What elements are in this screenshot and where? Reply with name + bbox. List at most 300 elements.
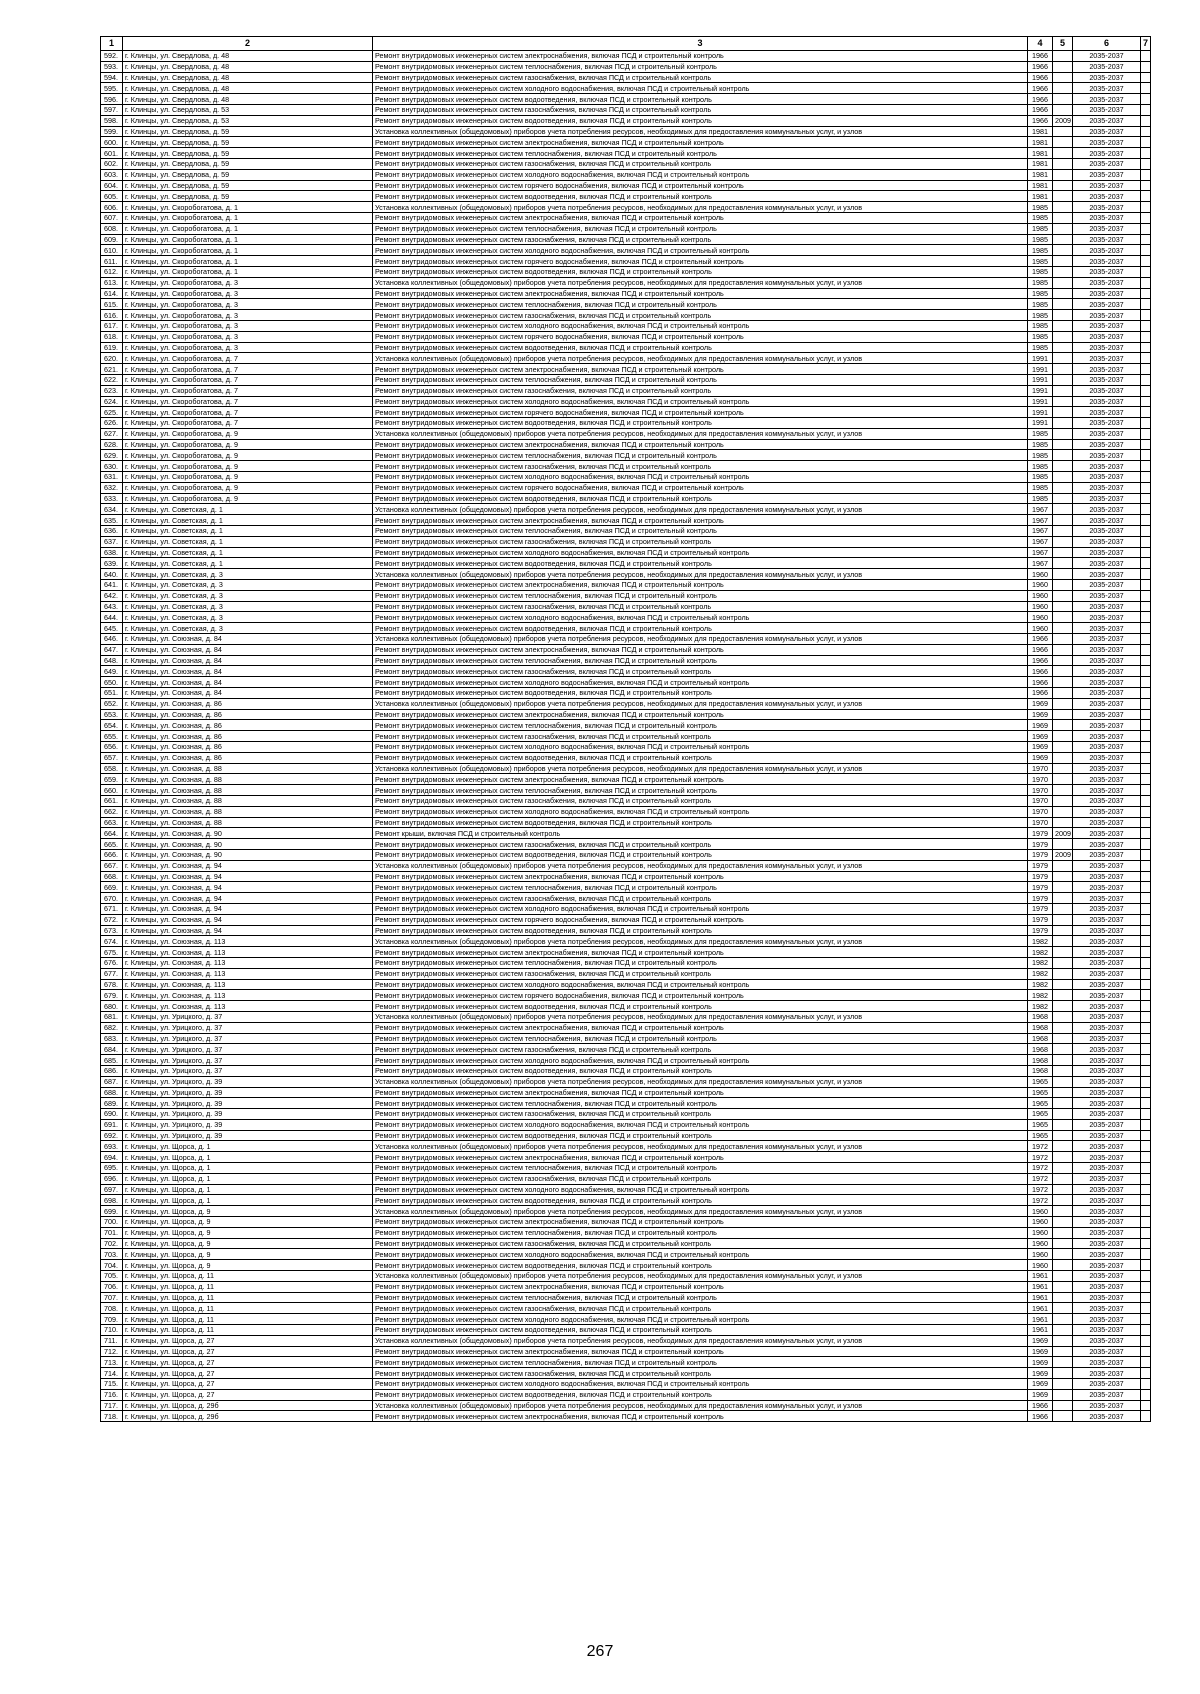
work-type: Ремонт внутридомовых инженерных систем газоснабжения, включая ПСД и строительный контроль [373, 1044, 1028, 1055]
work-type: Ремонт внутридомовых инженерных систем газоснабжения, включая ПСД и строительный контроль [373, 968, 1028, 979]
row-number: 599. [101, 126, 123, 137]
planned-period: 2035-2037 [1073, 903, 1141, 914]
work-type: Ремонт внутридомовых инженерных систем водоотведения, включая ПСД и строительный контроль [373, 925, 1028, 936]
row-number: 696. [101, 1173, 123, 1184]
table-row [101, 439, 1151, 450]
address: г. Клинцы, ул. Союзная, д. 88 [123, 763, 373, 774]
extra-cell [1141, 169, 1151, 180]
extra-cell [1141, 1173, 1151, 1184]
extra-cell [1141, 1109, 1151, 1120]
address: г. Клинцы, ул. Щорса, д. 1 [123, 1184, 373, 1195]
table-row [101, 914, 1151, 925]
extra-cell [1141, 310, 1151, 321]
last-repair-year [1053, 1206, 1073, 1217]
work-type: Установка коллективных (общедомовых) приборов учета потребления ресурсов, необходимых для предоставления коммунальных услуг, и узлов [373, 428, 1028, 439]
last-repair-year [1053, 277, 1073, 288]
table-row [101, 202, 1151, 213]
planned-period: 2035-2037 [1073, 1141, 1141, 1152]
row-number: 698. [101, 1195, 123, 1206]
last-repair-year [1053, 839, 1073, 850]
work-type: Ремонт внутридомовых инженерных систем электроснабжения, включая ПСД и строительный контроль [373, 51, 1028, 62]
table-row [101, 893, 1151, 904]
header-row [101, 37, 1151, 51]
last-repair-year [1053, 698, 1073, 709]
table-row [101, 1098, 1151, 1109]
last-repair-year [1053, 601, 1073, 612]
row-number: 623. [101, 385, 123, 396]
address: г. Клинцы, ул. Скоробогатова, д. 9 [123, 472, 373, 483]
table-row [101, 644, 1151, 655]
planned-period: 2035-2037 [1073, 1314, 1141, 1325]
table-row [101, 1152, 1151, 1163]
address: г. Клинцы, ул. Советская, д. 3 [123, 590, 373, 601]
last-repair-year [1053, 795, 1073, 806]
row-number: 639. [101, 558, 123, 569]
address: г. Клинцы, ул. Скоробогатова, д. 1 [123, 256, 373, 267]
address: г. Клинцы, ул. Союзная, д. 94 [123, 903, 373, 914]
build-year: 1979 [1028, 871, 1053, 882]
row-number: 670. [101, 893, 123, 904]
build-year: 1968 [1028, 1033, 1053, 1044]
last-repair-year [1053, 1389, 1073, 1400]
build-year: 1966 [1028, 655, 1053, 666]
last-repair-year [1053, 51, 1073, 62]
planned-period: 2035-2037 [1073, 396, 1141, 407]
address: г. Клинцы, ул. Урицкого, д. 39 [123, 1109, 373, 1120]
address: г. Клинцы, ул. Советская, д. 1 [123, 536, 373, 547]
planned-period: 2035-2037 [1073, 947, 1141, 958]
address: г. Клинцы, ул. Союзная, д. 94 [123, 914, 373, 925]
build-year: 1961 [1028, 1281, 1053, 1292]
table-row [101, 1087, 1151, 1098]
work-type: Ремонт внутридомовых инженерных систем электроснабжения, включая ПСД и строительный контроль [373, 947, 1028, 958]
row-number: 703. [101, 1249, 123, 1260]
row-number: 709. [101, 1314, 123, 1325]
table-row [101, 94, 1151, 105]
address: г. Клинцы, ул. Щорса, д. 27 [123, 1389, 373, 1400]
planned-period: 2035-2037 [1073, 277, 1141, 288]
planned-period: 2035-2037 [1073, 742, 1141, 753]
table-row [101, 148, 1151, 159]
planned-period: 2035-2037 [1073, 137, 1141, 148]
last-repair-year [1053, 1022, 1073, 1033]
planned-period: 2035-2037 [1073, 601, 1141, 612]
extra-cell [1141, 137, 1151, 148]
extra-cell [1141, 709, 1151, 720]
planned-period: 2035-2037 [1073, 1173, 1141, 1184]
last-repair-year [1053, 903, 1073, 914]
extra-cell [1141, 839, 1151, 850]
planned-period: 2035-2037 [1073, 461, 1141, 472]
table-row [101, 731, 1151, 742]
extra-cell [1141, 914, 1151, 925]
work-type: Ремонт внутридомовых инженерных систем газоснабжения, включая ПСД и строительный контроль [373, 1303, 1028, 1314]
work-type: Ремонт внутридомовых инженерных систем водоотведения, включая ПСД и строительный контроль [373, 817, 1028, 828]
address: г. Клинцы, ул. Скоробогатова, д. 9 [123, 428, 373, 439]
table-row [101, 569, 1151, 580]
work-type: Ремонт внутридомовых инженерных систем газоснабжения, включая ПСД и строительный контроль [373, 666, 1028, 677]
address: г. Клинцы, ул. Урицкого, д. 39 [123, 1119, 373, 1130]
build-year: 1965 [1028, 1130, 1053, 1141]
build-year: 1972 [1028, 1195, 1053, 1206]
work-type: Ремонт внутридомовых инженерных систем электроснабжения, включая ПСД и строительный контроль [373, 288, 1028, 299]
row-number: 611. [101, 256, 123, 267]
planned-period: 2035-2037 [1073, 1217, 1141, 1228]
table-row [101, 418, 1151, 429]
build-year: 1991 [1028, 374, 1053, 385]
table-row [101, 1368, 1151, 1379]
table-row [101, 709, 1151, 720]
last-repair-year [1053, 536, 1073, 547]
row-number: 595. [101, 83, 123, 94]
address: г. Клинцы, ул. Союзная, д. 90 [123, 849, 373, 860]
last-repair-year [1053, 731, 1073, 742]
build-year: 1970 [1028, 806, 1053, 817]
work-type: Ремонт внутридомовых инженерных систем водоотведения, включая ПСД и строительный контроль [373, 94, 1028, 105]
table-row [101, 763, 1151, 774]
row-number: 594. [101, 72, 123, 83]
last-repair-year [1053, 515, 1073, 526]
address: г. Клинцы, ул. Союзная, д. 86 [123, 742, 373, 753]
header-cell-5: 5 [1053, 37, 1073, 51]
work-type: Ремонт внутридомовых инженерных систем газоснабжения, включая ПСД и строительный контроль [373, 893, 1028, 904]
table-row [101, 526, 1151, 537]
build-year: 1966 [1028, 644, 1053, 655]
build-year: 1969 [1028, 731, 1053, 742]
extra-cell [1141, 785, 1151, 796]
address: г. Клинцы, ул. Свердлова, д. 59 [123, 169, 373, 180]
row-number: 651. [101, 688, 123, 699]
planned-period: 2035-2037 [1073, 1076, 1141, 1087]
address: г. Клинцы, ул. Скоробогатова, д. 1 [123, 212, 373, 223]
last-repair-year [1053, 104, 1073, 115]
planned-period: 2035-2037 [1073, 288, 1141, 299]
address: г. Клинцы, ул. Урицкого, д. 37 [123, 1065, 373, 1076]
work-type: Ремонт внутридомовых инженерных систем теплоснабжения, включая ПСД и строительный контроль [373, 526, 1028, 537]
last-repair-year [1053, 526, 1073, 537]
extra-cell [1141, 1163, 1151, 1174]
planned-period: 2035-2037 [1073, 256, 1141, 267]
last-repair-year [1053, 169, 1073, 180]
table-row [101, 374, 1151, 385]
extra-cell [1141, 742, 1151, 753]
row-number: 633. [101, 493, 123, 504]
address: г. Клинцы, ул. Союзная, д. 94 [123, 893, 373, 904]
address: г. Клинцы, ул. Союзная, д. 88 [123, 795, 373, 806]
address: г. Клинцы, ул. Щорса, д. 9 [123, 1260, 373, 1271]
address: г. Клинцы, ул. Советская, д. 1 [123, 547, 373, 558]
address: г. Клинцы, ул. Скоробогатова, д. 1 [123, 245, 373, 256]
row-number: 641. [101, 580, 123, 591]
extra-cell [1141, 1379, 1151, 1390]
row-number: 642. [101, 590, 123, 601]
table-row [101, 1346, 1151, 1357]
work-type: Ремонт внутридомовых инженерных систем электроснабжения, включая ПСД и строительный контроль [373, 644, 1028, 655]
last-repair-year [1053, 180, 1073, 191]
work-type: Установка коллективных (общедомовых) приборов учета потребления ресурсов, необходимых для предоставления коммунальных услуг, и узлов [373, 763, 1028, 774]
row-number: 700. [101, 1217, 123, 1228]
extra-cell [1141, 1076, 1151, 1087]
address: г. Клинцы, ул. Свердлова, д. 59 [123, 180, 373, 191]
build-year: 1968 [1028, 1065, 1053, 1076]
row-number: 634. [101, 504, 123, 515]
work-type: Ремонт внутридомовых инженерных систем холодного водоснабжения, включая ПСД и строительный контроль [373, 472, 1028, 483]
last-repair-year [1053, 580, 1073, 591]
table-row [101, 752, 1151, 763]
last-repair-year [1053, 666, 1073, 677]
address: г. Клинцы, ул. Союзная, д. 86 [123, 720, 373, 731]
work-type: Установка коллективных (общедомовых) приборов учета потребления ресурсов, необходимых для предоставления коммунальных услуг, и узлов [373, 1271, 1028, 1282]
page-number: 267 [586, 1643, 614, 1660]
last-repair-year [1053, 266, 1073, 277]
build-year: 1981 [1028, 180, 1053, 191]
planned-period: 2035-2037 [1073, 72, 1141, 83]
row-number: 680. [101, 1001, 123, 1012]
table-row [101, 1335, 1151, 1346]
extra-cell [1141, 1260, 1151, 1271]
extra-cell [1141, 202, 1151, 213]
planned-period: 2035-2037 [1073, 849, 1141, 860]
row-number: 597. [101, 104, 123, 115]
planned-period: 2035-2037 [1073, 1098, 1141, 1109]
table-row [101, 299, 1151, 310]
row-number: 658. [101, 763, 123, 774]
extra-cell [1141, 1238, 1151, 1249]
row-number: 681. [101, 1011, 123, 1022]
address: г. Клинцы, ул. Свердлова, д. 48 [123, 72, 373, 83]
planned-period: 2035-2037 [1073, 1195, 1141, 1206]
row-number: 683. [101, 1033, 123, 1044]
planned-period: 2035-2037 [1073, 1411, 1141, 1422]
address: г. Клинцы, ул. Щорса, д. 27 [123, 1368, 373, 1379]
extra-cell [1141, 83, 1151, 94]
last-repair-year [1053, 137, 1073, 148]
extra-cell [1141, 1055, 1151, 1066]
table-row [101, 1076, 1151, 1087]
extra-cell [1141, 590, 1151, 601]
address: г. Клинцы, ул. Щорса, д. 1 [123, 1163, 373, 1174]
row-number: 690. [101, 1109, 123, 1120]
build-year: 1972 [1028, 1152, 1053, 1163]
last-repair-year [1053, 1033, 1073, 1044]
table-row [101, 720, 1151, 731]
planned-period: 2035-2037 [1073, 148, 1141, 159]
planned-period: 2035-2037 [1073, 1065, 1141, 1076]
row-number: 718. [101, 1411, 123, 1422]
last-repair-year [1053, 817, 1073, 828]
address: г. Клинцы, ул. Свердлова, д. 48 [123, 51, 373, 62]
table-row [101, 1325, 1151, 1336]
planned-period: 2035-2037 [1073, 893, 1141, 904]
row-number: 666. [101, 849, 123, 860]
last-repair-year [1053, 785, 1073, 796]
last-repair-year [1053, 569, 1073, 580]
build-year: 1979 [1028, 860, 1053, 871]
build-year: 1985 [1028, 472, 1053, 483]
table-row [101, 903, 1151, 914]
extra-cell [1141, 1098, 1151, 1109]
table-row [101, 590, 1151, 601]
row-number: 644. [101, 612, 123, 623]
work-type: Ремонт внутридомовых инженерных систем газоснабжения, включая ПСД и строительный контроль [373, 1368, 1028, 1379]
build-year: 1967 [1028, 547, 1053, 558]
last-repair-year [1053, 709, 1073, 720]
last-repair-year [1053, 1335, 1073, 1346]
work-type: Ремонт внутридомовых инженерных систем холодного водоснабжения, включая ПСД и строительный контроль [373, 612, 1028, 623]
planned-period: 2035-2037 [1073, 871, 1141, 882]
address: г. Клинцы, ул. Союзная, д. 88 [123, 806, 373, 817]
last-repair-year: 2009 [1053, 115, 1073, 126]
build-year: 1965 [1028, 1119, 1053, 1130]
work-type: Ремонт внутридомовых инженерных систем теплоснабжения, включая ПСД и строительный контроль [373, 720, 1028, 731]
last-repair-year [1053, 299, 1073, 310]
last-repair-year [1053, 677, 1073, 688]
build-year: 1985 [1028, 310, 1053, 321]
build-year: 1966 [1028, 677, 1053, 688]
table-row [101, 547, 1151, 558]
row-number: 685. [101, 1055, 123, 1066]
last-repair-year [1053, 1217, 1073, 1228]
row-number: 701. [101, 1227, 123, 1238]
build-year: 1985 [1028, 212, 1053, 223]
build-year: 1981 [1028, 148, 1053, 159]
build-year: 1981 [1028, 137, 1053, 148]
last-repair-year [1053, 245, 1073, 256]
table-row [101, 180, 1151, 191]
planned-period: 2035-2037 [1073, 1044, 1141, 1055]
table-row [101, 601, 1151, 612]
planned-period: 2035-2037 [1073, 1001, 1141, 1012]
planned-period: 2035-2037 [1073, 979, 1141, 990]
planned-period: 2035-2037 [1073, 957, 1141, 968]
planned-period: 2035-2037 [1073, 526, 1141, 537]
address: г. Клинцы, ул. Щорса, д. 9 [123, 1249, 373, 1260]
last-repair-year [1053, 472, 1073, 483]
address: г. Клинцы, ул. Скоробогатова, д. 9 [123, 450, 373, 461]
row-number: 632. [101, 482, 123, 493]
address: г. Клинцы, ул. Советская, д. 1 [123, 504, 373, 515]
table-row [101, 158, 1151, 169]
table-row [101, 785, 1151, 796]
table-row [101, 1227, 1151, 1238]
address: г. Клинцы, ул. Скоробогатова, д. 9 [123, 493, 373, 504]
address: г. Клинцы, ул. Союзная, д. 86 [123, 709, 373, 720]
build-year: 1991 [1028, 396, 1053, 407]
work-type: Ремонт внутридомовых инженерных систем горячего водоснабжения, включая ПСД и строительный контроль [373, 256, 1028, 267]
work-type: Ремонт внутридомовых инженерных систем холодного водоснабжения, включая ПСД и строительный контроль [373, 1379, 1028, 1390]
extra-cell [1141, 61, 1151, 72]
planned-period: 2035-2037 [1073, 1335, 1141, 1346]
planned-period: 2035-2037 [1073, 1325, 1141, 1336]
planned-period: 2035-2037 [1073, 212, 1141, 223]
last-repair-year [1053, 191, 1073, 202]
extra-cell [1141, 428, 1151, 439]
address: г. Клинцы, ул. Союзная, д. 113 [123, 968, 373, 979]
planned-period: 2035-2037 [1073, 677, 1141, 688]
row-number: 664. [101, 828, 123, 839]
work-type: Ремонт внутридомовых инженерных систем теплоснабжения, включая ПСД и строительный контроль [373, 1227, 1028, 1238]
planned-period: 2035-2037 [1073, 1249, 1141, 1260]
planned-period: 2035-2037 [1073, 914, 1141, 925]
planned-period: 2035-2037 [1073, 1400, 1141, 1411]
table-row [101, 828, 1151, 839]
address: г. Клинцы, ул. Щорса, д. 11 [123, 1271, 373, 1282]
address: г. Клинцы, ул. Свердлова, д. 59 [123, 126, 373, 137]
table-row [101, 1184, 1151, 1195]
address: г. Клинцы, ул. Скоробогатова, д. 3 [123, 310, 373, 321]
extra-cell [1141, 1141, 1151, 1152]
table-row [101, 472, 1151, 483]
extra-cell [1141, 1130, 1151, 1141]
table-row [101, 115, 1151, 126]
work-type: Ремонт внутридомовых инженерных систем холодного водоснабжения, включая ПСД и строительный контроль [373, 320, 1028, 331]
build-year: 1966 [1028, 1411, 1053, 1422]
last-repair-year [1053, 1325, 1073, 1336]
row-number: 663. [101, 817, 123, 828]
work-type: Ремонт внутридомовых инженерных систем электроснабжения, включая ПСД и строительный контроль [373, 1346, 1028, 1357]
build-year: 1985 [1028, 482, 1053, 493]
build-year: 1965 [1028, 1098, 1053, 1109]
address: г. Клинцы, ул. Скоробогатова, д. 1 [123, 266, 373, 277]
extra-cell [1141, 936, 1151, 947]
row-number: 649. [101, 666, 123, 677]
build-year: 1967 [1028, 515, 1053, 526]
last-repair-year [1053, 957, 1073, 968]
planned-period: 2035-2037 [1073, 1055, 1141, 1066]
table-row [101, 331, 1151, 342]
last-repair-year [1053, 72, 1073, 83]
row-number: 678. [101, 979, 123, 990]
extra-cell [1141, 385, 1151, 396]
planned-period: 2035-2037 [1073, 806, 1141, 817]
last-repair-year [1053, 1044, 1073, 1055]
address: г. Клинцы, ул. Союзная, д. 84 [123, 666, 373, 677]
work-type: Ремонт внутридомовых инженерных систем холодного водоснабжения, включая ПСД и строительный контроль [373, 1314, 1028, 1325]
table-row [101, 504, 1151, 515]
last-repair-year [1053, 968, 1073, 979]
last-repair-year [1053, 1238, 1073, 1249]
last-repair-year [1053, 1314, 1073, 1325]
planned-period: 2035-2037 [1073, 94, 1141, 105]
extra-cell [1141, 1033, 1151, 1044]
table-row [101, 677, 1151, 688]
planned-period: 2035-2037 [1073, 320, 1141, 331]
header-cell-7: 7 [1141, 37, 1151, 51]
work-type: Ремонт внутридомовых инженерных систем теплоснабжения, включая ПСД и строительный контроль [373, 374, 1028, 385]
work-type: Ремонт внутридомовых инженерных систем электроснабжения, включая ПСД и строительный контроль [373, 774, 1028, 785]
work-type: Установка коллективных (общедомовых) приборов учета потребления ресурсов, необходимых для предоставления коммунальных услуг, и узлов [373, 1206, 1028, 1217]
build-year: 1966 [1028, 115, 1053, 126]
last-repair-year [1053, 418, 1073, 429]
extra-cell [1141, 731, 1151, 742]
planned-period: 2035-2037 [1073, 223, 1141, 234]
work-type: Ремонт внутридомовых инженерных систем холодного водоснабжения, включая ПСД и строительный контроль [373, 903, 1028, 914]
row-number: 605. [101, 191, 123, 202]
last-repair-year [1053, 1368, 1073, 1379]
build-year: 1960 [1028, 1238, 1053, 1249]
build-year: 1966 [1028, 1400, 1053, 1411]
table-row [101, 882, 1151, 893]
extra-cell [1141, 320, 1151, 331]
extra-cell [1141, 1119, 1151, 1130]
build-year: 1970 [1028, 795, 1053, 806]
build-year: 1981 [1028, 191, 1053, 202]
table-row [101, 342, 1151, 353]
build-year: 1960 [1028, 1260, 1053, 1271]
row-number: 600. [101, 137, 123, 148]
build-year: 1968 [1028, 1055, 1053, 1066]
planned-period: 2035-2037 [1073, 51, 1141, 62]
